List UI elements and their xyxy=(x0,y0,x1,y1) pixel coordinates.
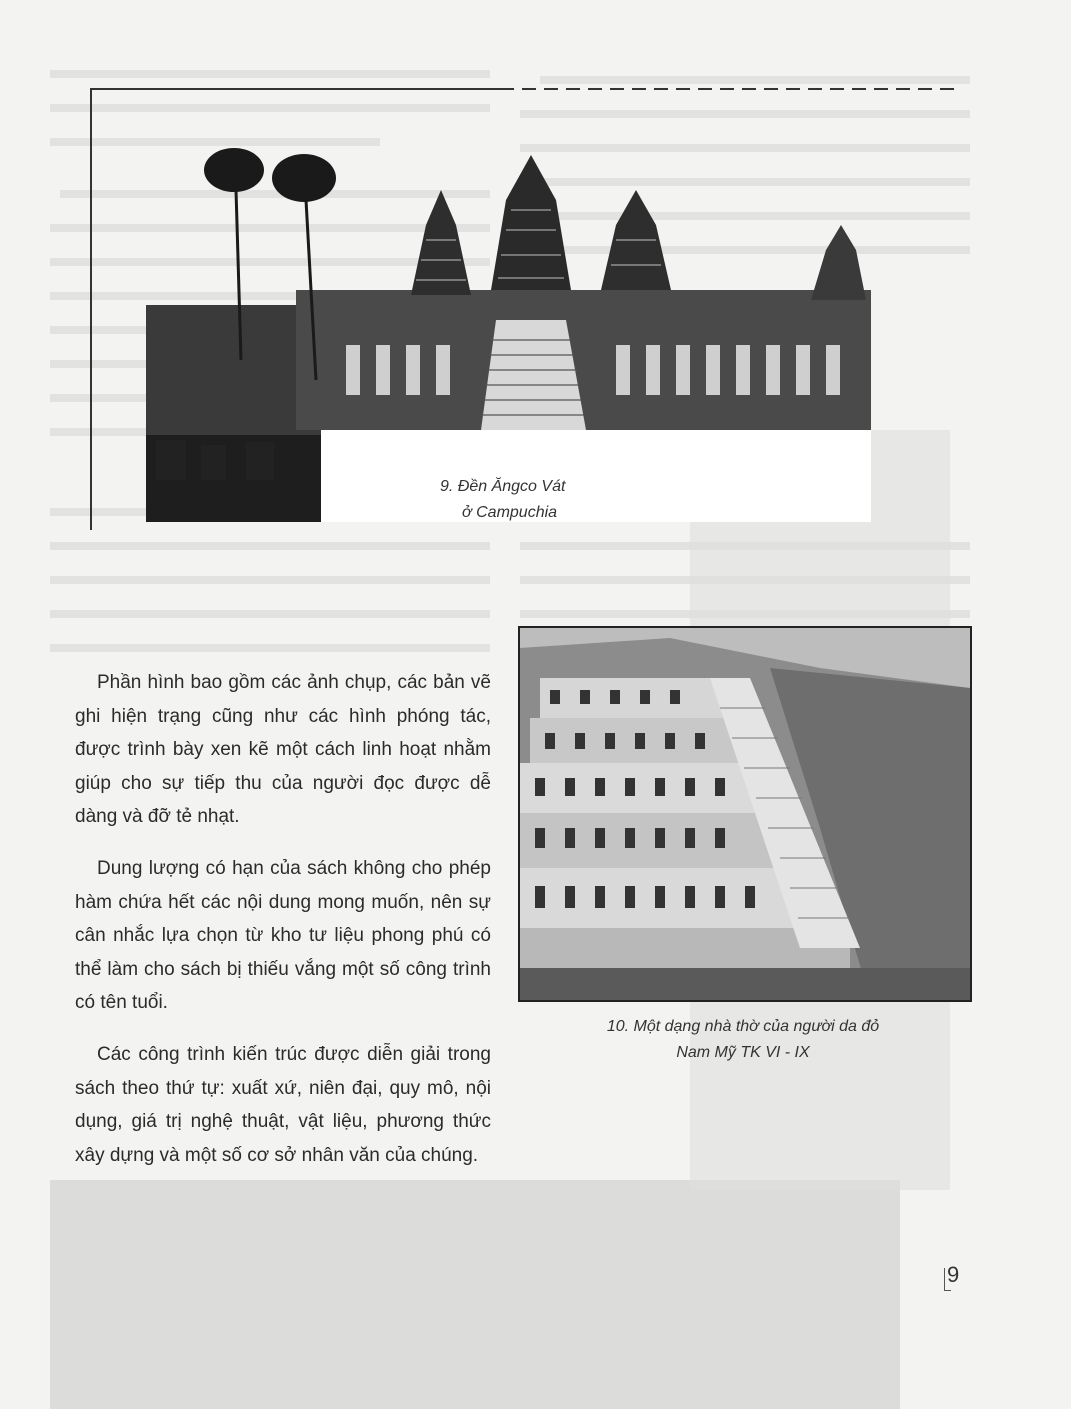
body-paragraph-2 xyxy=(75,852,491,1020)
paragraph-text: Dung lượng có hạn của sách không cho phép hàm chứa hết các nội dung mong muốn, nên sự cân nhắc lựa chọn từ kho tư liệu phong phú có thể làm cho sách bị thiếu vắng một số công trình có tên tuổi. xyxy=(75,858,491,1013)
figure-10-caption-line2: Nam Mỹ TK VI - IX xyxy=(676,1044,810,1061)
figure-10-caption-line1: 10. Một dạng nhà thờ của người da đỏ xyxy=(606,1018,880,1035)
figure-9-caption-line2: ở Campuchia xyxy=(462,504,558,521)
body-paragraph-3 xyxy=(75,1038,491,1172)
paragraph-text: Các công trình kiến trúc được diễn giải trong sách theo thứ tự: xuất xứ, niên đại, quy mô, nội dụng, giá trị nghệ thuật, vật liệu, phương thức xây dựng và một số cơ sở nhân văn của chúng. xyxy=(75,1044,491,1166)
pyramid-church-photo xyxy=(518,626,972,1002)
figure-9-caption xyxy=(440,474,620,526)
angkor-wat-illustration xyxy=(146,130,871,522)
body-paragraph-1 xyxy=(75,666,491,834)
frame-rule xyxy=(500,88,960,90)
page-number: 9 xyxy=(947,1262,960,1287)
figure-9-caption-line1: 9. Đền Ăngco Vát xyxy=(440,478,566,495)
paragraph-text: Phần hình bao gồm các ảnh chụp, các bản vẽ ghi hiện trạng cũng như các hình phóng tác, được trình bày xen kẽ một cách linh hoạt nhằm giúp cho sự tiếp thu của người đọc được dễ dàng và đỡ tẻ nhạt. xyxy=(75,672,491,827)
figure-10-caption xyxy=(518,1014,968,1066)
